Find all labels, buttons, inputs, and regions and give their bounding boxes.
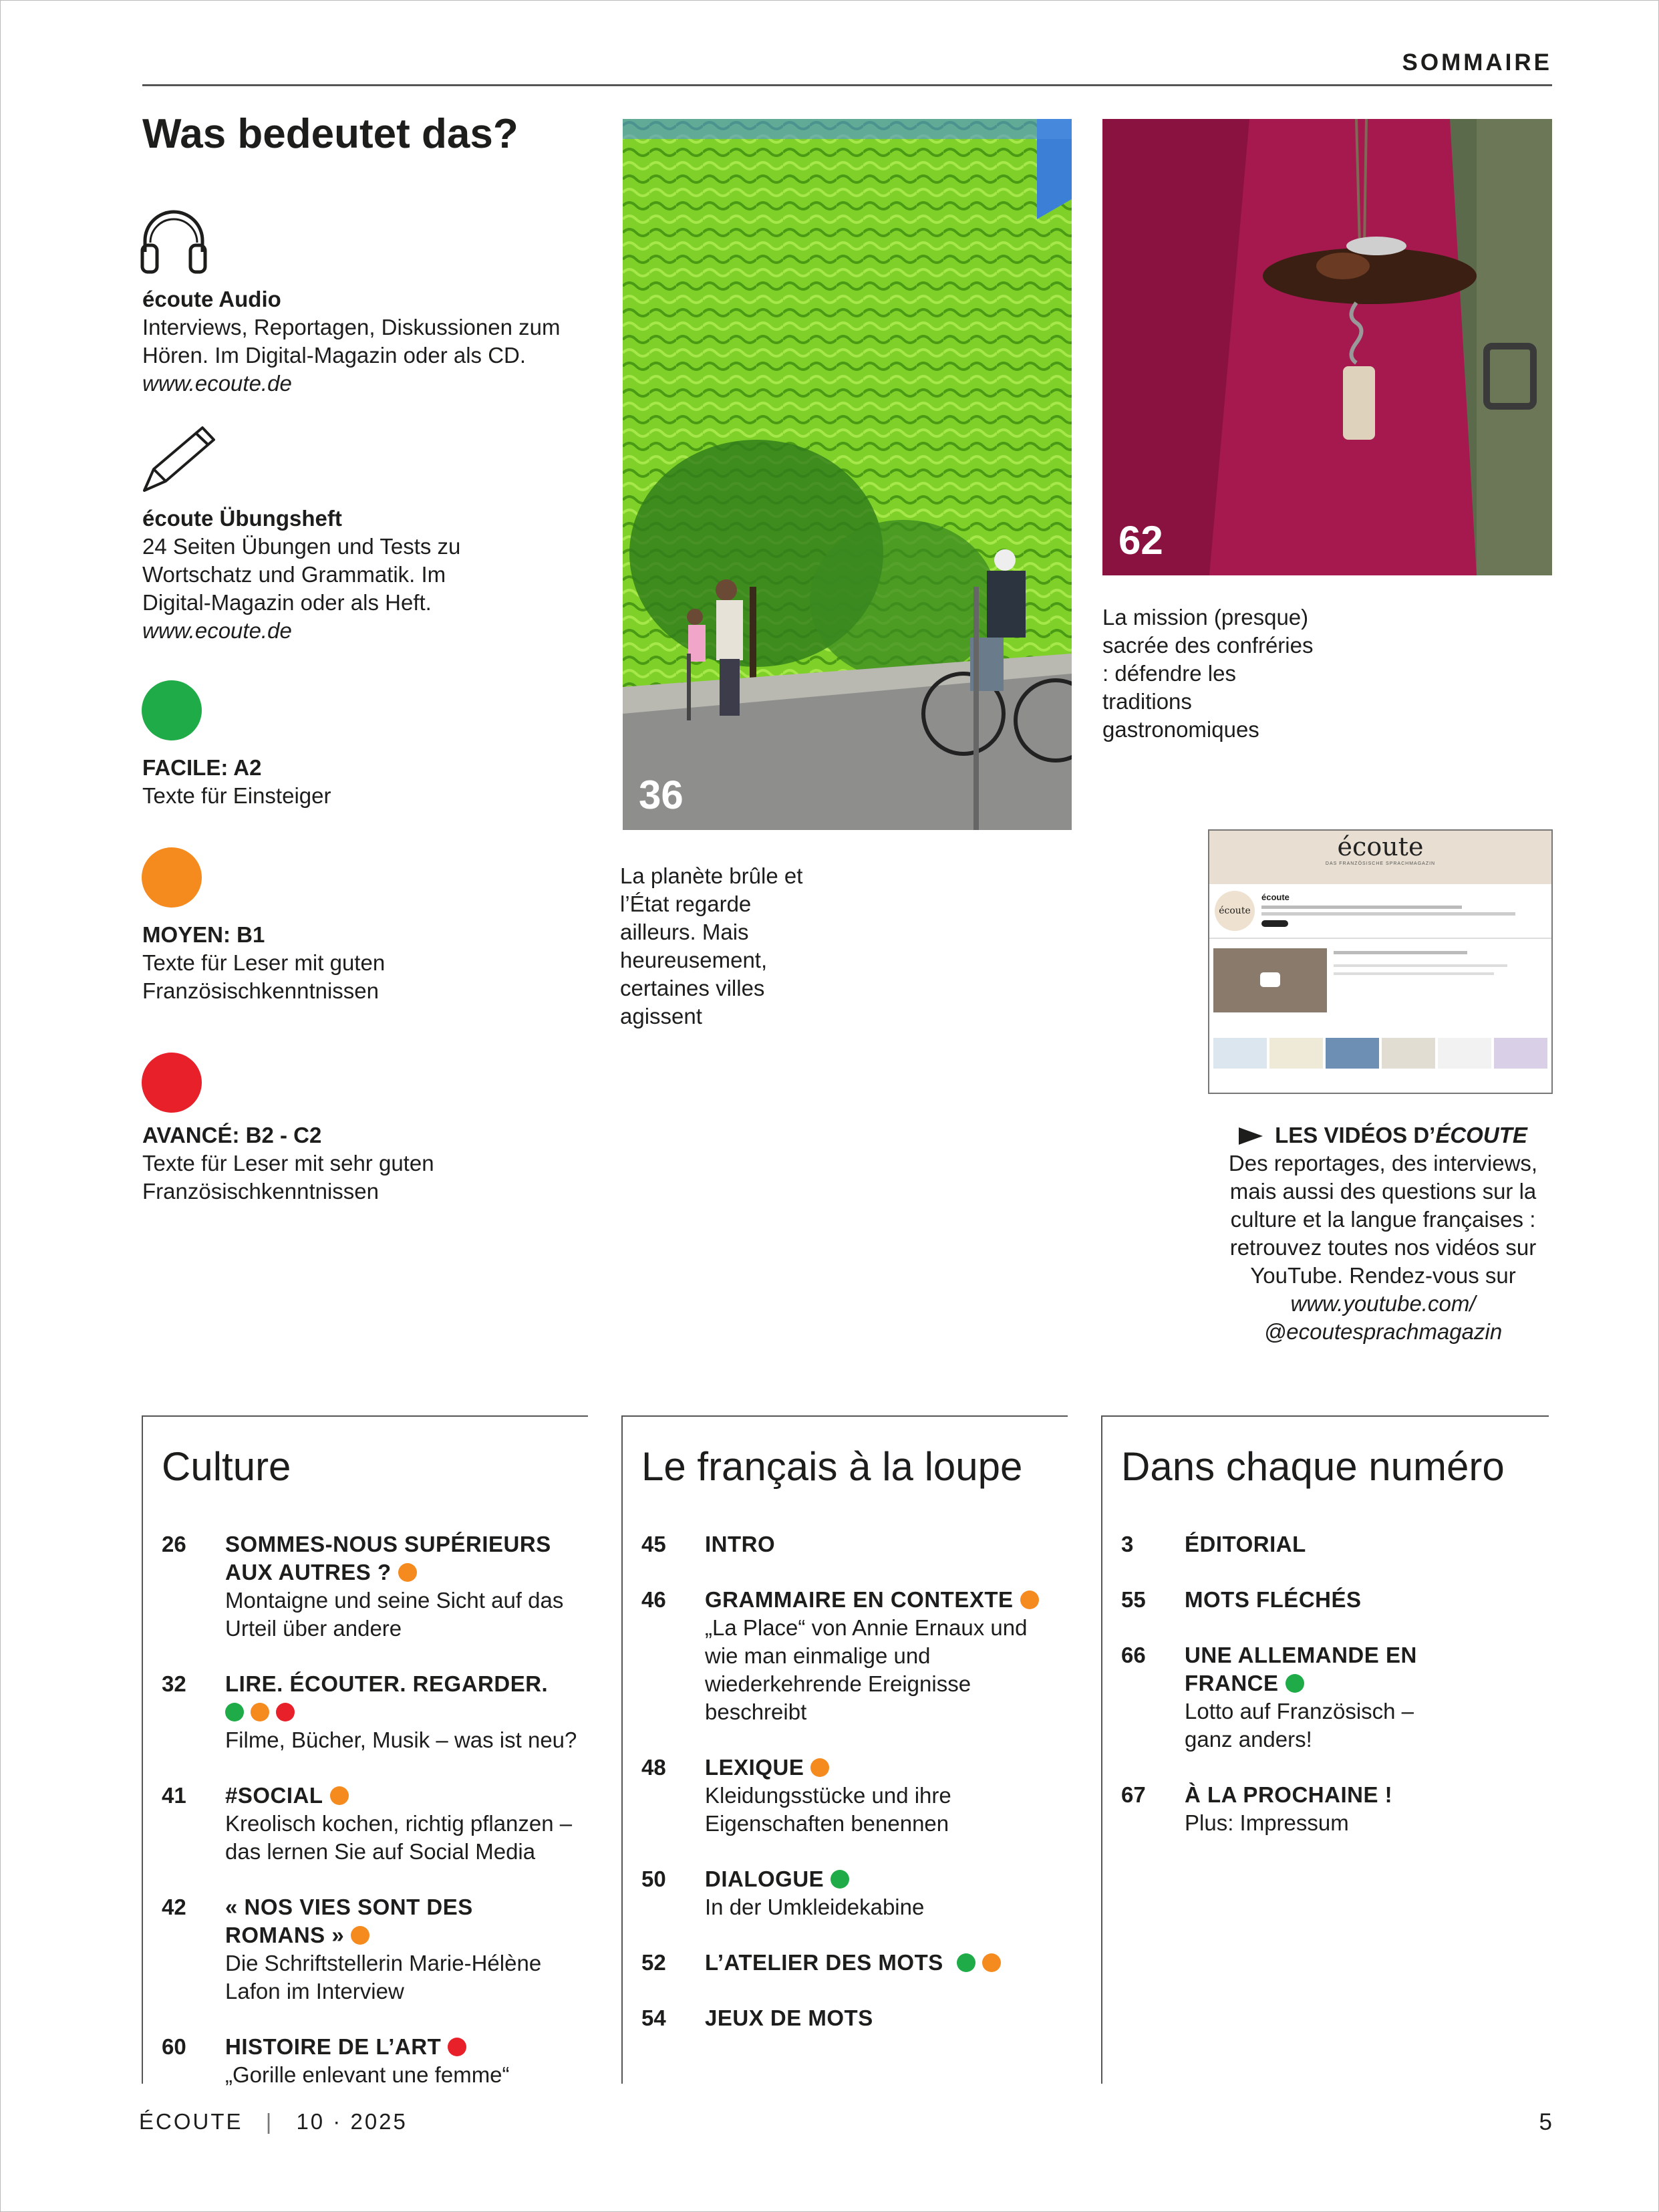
yt-featured-video[interactable]: [1213, 948, 1327, 1012]
youtube-blurb: [1196, 1121, 1570, 1346]
footer-separator: |: [265, 2109, 274, 2134]
level-desc: Texte für Leser mit guten Französischkenntnissen: [142, 950, 386, 1003]
yt-channel-name: écoute: [1261, 892, 1290, 902]
entry-title: DIALOGUE: [705, 1867, 824, 1891]
entry-list: [162, 1530, 588, 2116]
yt-avatar: écoute: [1215, 891, 1255, 931]
yt-tabs-rule: [1209, 938, 1551, 939]
yt-featured-desc: [1334, 964, 1507, 967]
youtube-title-prefix: LES VIDÉOS D’: [1275, 1123, 1436, 1147]
entry-page: 55: [1121, 1587, 1146, 1612]
level-name: FACILE: A2: [142, 755, 262, 780]
legend-audio-title: écoute Audio: [142, 287, 281, 311]
feature-caption-36: La planète brûle et l’État regarde ailleurs. Mais heureusement, certaines villes agissent: [620, 863, 803, 1028]
page-number: 5: [1539, 2109, 1552, 2135]
legend-audio: [142, 285, 610, 398]
toc-entry[interactable]: [641, 2004, 1068, 2032]
entry-page: 54: [641, 2006, 666, 2030]
entry-list: [641, 1530, 1068, 2060]
feature-photo-62[interactable]: [1102, 119, 1552, 575]
entry-title: HISTOIRE DE L’ART: [225, 2034, 442, 2059]
level-dot-red: [276, 1703, 295, 1721]
toc-entry[interactable]: [641, 1865, 1068, 1921]
entry-desc: „Gorille enlevant une femme“: [225, 2062, 510, 2087]
toc-entry[interactable]: [1121, 1530, 1549, 1558]
level-dot-orange: [810, 1758, 829, 1777]
green-building-illustration: [623, 119, 1072, 830]
level-dot-moyen: [142, 847, 202, 908]
section-francais: [621, 1415, 1068, 2084]
footer-magazine: ÉCOUTE: [139, 2109, 243, 2134]
yt-subscribe-button[interactable]: [1261, 920, 1288, 927]
entry-title: GRAMMAIRE EN CONTEXTE: [705, 1587, 1014, 1612]
entry-page: 60: [162, 2034, 186, 2059]
level-dot-red: [448, 2038, 466, 2056]
entry-page: 66: [1121, 1643, 1146, 1667]
header-rule: [142, 84, 1552, 86]
youtube-url-line1[interactable]: www.youtube.com/: [1290, 1291, 1476, 1316]
yt-featured-title: [1334, 951, 1467, 954]
entry-page: 26: [162, 1532, 186, 1556]
feature-photo-36[interactable]: [623, 119, 1072, 830]
entry-title: INTRO: [705, 1532, 776, 1556]
toc-entry[interactable]: [162, 1893, 588, 2006]
youtube-title-em: ÉCOUTE: [1435, 1123, 1527, 1147]
toc-entry[interactable]: [1121, 1586, 1549, 1614]
entry-desc: Montaigne und seine Sicht auf das Urteil über andere: [225, 1588, 564, 1641]
level-dot-orange: [398, 1563, 417, 1582]
entry-desc: Die Schriftstellerin Marie-Hélène Lafon im Interview: [225, 1951, 542, 2003]
toc-entry[interactable]: [1121, 1781, 1549, 1837]
feature-page-number: 62: [1118, 518, 1163, 563]
entry-desc: Filme, Bücher, Musik – was ist neu?: [225, 1727, 577, 1752]
toc-entry[interactable]: [162, 1782, 588, 1866]
entry-list: [1121, 1530, 1549, 1864]
entry-desc: „La Place“ von Annie Ernaux und wie man einmalige und wiederkehrende Ereignisse beschreibt: [705, 1615, 1028, 1724]
entry-page: 45: [641, 1532, 666, 1556]
section-title: Le français à la loupe: [641, 1444, 1023, 1489]
level-dot-orange: [1020, 1591, 1039, 1609]
section-culture: [142, 1415, 588, 2087]
legend-heft: [142, 505, 610, 645]
section-label: SOMMAIRE: [1402, 49, 1552, 76]
yt-video-row: [1213, 1038, 1547, 1069]
legend-level-facile: [142, 754, 610, 810]
yt-video-thumb[interactable]: [1213, 1038, 1267, 1069]
level-dot-orange: [982, 1953, 1001, 1972]
youtube-text: Des reportages, des interviews, mais aussi des questions sur la culture et la langue françaises : retrouvez toutes nos vidéos sur YouTube. Rendez-vous sur: [1228, 1151, 1538, 1288]
corkscrew-illustration: [1102, 119, 1552, 575]
entry-title: « NOS VIES SONT DES ROMANS »: [225, 1895, 473, 1947]
level-dot-orange: [330, 1786, 349, 1805]
toc-entry[interactable]: [162, 1670, 588, 1754]
youtube-url-line2[interactable]: @ecoutesprachmagazin: [1263, 1319, 1503, 1344]
entry-title: À LA PROCHAINE !: [1185, 1782, 1393, 1807]
play-icon: [1260, 972, 1280, 987]
entry-title: SOMMES-NOUS SUPÉRIEURS AUX AUTRES ?: [225, 1532, 551, 1584]
youtube-screenshot[interactable]: [1208, 829, 1553, 1094]
section-title: Dans chaque numéro: [1121, 1444, 1505, 1489]
toc-entry[interactable]: [641, 1586, 1068, 1726]
level-dot-avance: [142, 1053, 202, 1113]
yt-banner-logo: écoute: [1337, 832, 1424, 861]
level-name: MOYEN: B1: [142, 922, 265, 947]
toc-entry[interactable]: [641, 1949, 1068, 1977]
entry-page: 67: [1121, 1782, 1146, 1807]
entry-page: 32: [162, 1671, 186, 1696]
footer-date: 10 · 2025: [296, 2109, 408, 2134]
yt-banner: [1209, 831, 1551, 884]
entry-page: 50: [641, 1867, 666, 1891]
entry-title: JEUX DE MOTS: [705, 2006, 873, 2030]
legend-level-moyen: [142, 921, 450, 1005]
level-name: AVANCÉ: B2 - C2: [142, 1123, 322, 1147]
legend-audio-text: Interviews, Reportagen, Diskussionen zum Hören. Im Digital-Magazin oder als CD.: [142, 315, 561, 368]
pencil-icon: [139, 422, 219, 499]
entry-desc: Kleidungsstücke und ihre Eigenschaften benennen: [705, 1783, 951, 1836]
yt-video-thumb[interactable]: [1269, 1038, 1323, 1069]
toc-entry[interactable]: [162, 1530, 588, 1643]
legend-heft-text: 24 Seiten Übungen und Tests zu Wortschatz und Grammatik. Im Digital-Magazin oder als Heft.: [142, 534, 461, 615]
entry-title: LIRE. ÉCOUTER. REGARDER.: [225, 1671, 549, 1696]
entry-page: 42: [162, 1895, 186, 1919]
entry-desc: Plus: Impressum: [1185, 1810, 1349, 1835]
yt-video-thumb[interactable]: [1326, 1038, 1379, 1069]
entry-title: MOTS FLÉCHÉS: [1185, 1587, 1362, 1612]
entry-page: 52: [641, 1950, 666, 1975]
level-dot-green: [831, 1870, 849, 1889]
section-chaque-numero: [1101, 1415, 1549, 2084]
entry-title: #SOCIAL: [225, 1783, 323, 1808]
toc-entry[interactable]: [162, 2033, 588, 2089]
toc-entry[interactable]: [1121, 1641, 1549, 1754]
entry-page: 46: [641, 1587, 666, 1612]
entry-title: LEXIQUE: [705, 1755, 804, 1780]
legend-level-avance: [142, 1121, 490, 1206]
entry-title: UNE ALLEMANDE EN FRANCE: [1185, 1643, 1417, 1695]
entry-page: 41: [162, 1783, 186, 1808]
legend-title: Was bedeutet das?: [142, 111, 518, 157]
yt-banner-tagline: DAS FRANZÖSISCHE SPRACHMAGAZIN: [1325, 861, 1436, 866]
level-dot-green: [225, 1703, 244, 1721]
toc-entry[interactable]: [641, 1754, 1068, 1838]
yt-video-thumb[interactable]: [1494, 1038, 1547, 1069]
section-title: Culture: [162, 1444, 291, 1489]
entry-title: L’ATELIER DES MOTS: [705, 1950, 943, 1975]
yt-channel-meta: [1261, 906, 1462, 909]
level-desc: Texte für Leser mit sehr guten Französischkenntnissen: [142, 1151, 434, 1204]
legend-heft-url[interactable]: www.ecoute.de: [142, 618, 292, 643]
toc-entry[interactable]: [641, 1530, 1068, 1558]
level-desc: Texte für Einsteiger: [142, 783, 331, 808]
entry-page: 48: [641, 1755, 666, 1780]
feature-page-number: 36: [639, 773, 684, 817]
legend-audio-url[interactable]: www.ecoute.de: [142, 371, 292, 396]
youtube-title: [1196, 1121, 1570, 1149]
yt-channel-desc: [1261, 912, 1515, 916]
play-arrow-icon: [1239, 1127, 1263, 1145]
entry-title: ÉDITORIAL: [1185, 1532, 1306, 1556]
yt-video-thumb[interactable]: [1438, 1038, 1491, 1069]
entry-desc: In der Umkleidekabine: [705, 1895, 925, 1919]
headphones-icon: [137, 204, 210, 281]
entry-desc: Lotto auf Französisch – ganz anders!: [1185, 1699, 1414, 1752]
entry-page: 3: [1121, 1532, 1134, 1556]
level-dot-green: [1286, 1674, 1304, 1693]
yt-video-thumb[interactable]: [1382, 1038, 1435, 1069]
legend-heft-title: écoute Übungsheft: [142, 506, 342, 531]
level-dot-orange: [251, 1703, 269, 1721]
footer-issue: [139, 2109, 408, 2134]
yt-featured-desc: [1334, 972, 1494, 975]
feature-caption-62: La mission (presque) sacrée des confréries : défendre les traditions gastronomiques: [1102, 605, 1314, 742]
level-dot-orange: [351, 1926, 369, 1945]
level-dot-facile: [142, 680, 202, 740]
level-dot-green: [957, 1953, 975, 1972]
entry-desc: Kreolisch kochen, richtig pflanzen – das lernen Sie auf Social Media: [225, 1811, 573, 1864]
